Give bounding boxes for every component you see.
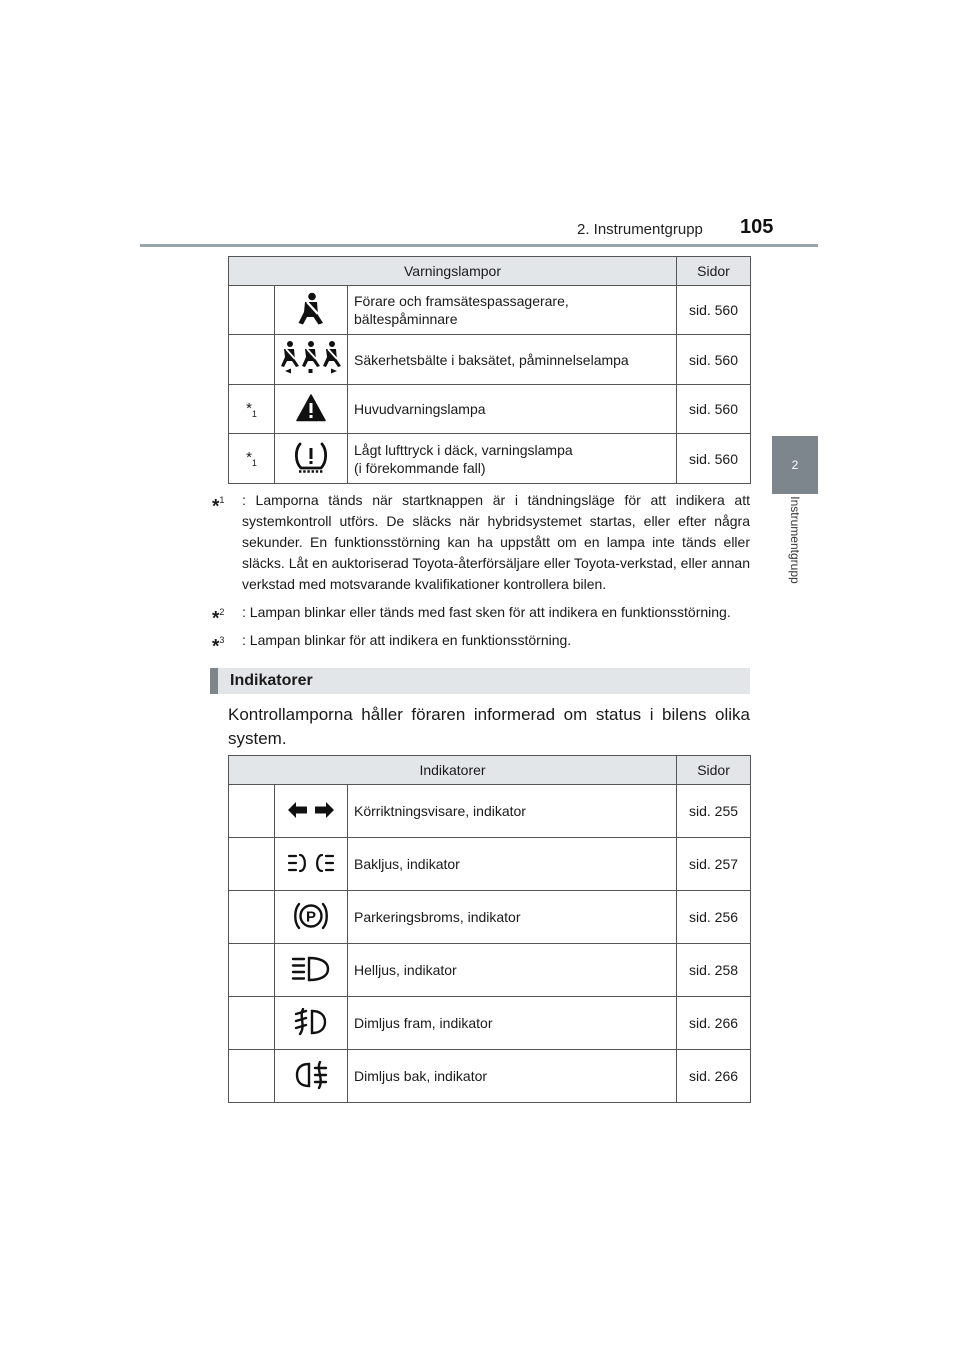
section-title: Indikatorer xyxy=(230,672,313,689)
row-page-ref: sid. 258 xyxy=(677,944,751,997)
row-icon-cell xyxy=(275,1050,348,1103)
row-description: Helljus, indikator xyxy=(348,944,677,997)
row-icon-cell xyxy=(275,785,348,838)
high-beam-icon xyxy=(291,956,331,982)
tire-pressure-warning-icon xyxy=(293,441,329,473)
row-mark xyxy=(229,286,275,335)
table-row xyxy=(229,944,751,997)
front-fog-light-icon xyxy=(294,1008,328,1036)
column-header-lamps: Varningslampor xyxy=(229,257,677,286)
indicator-table xyxy=(228,755,751,1103)
row-page-ref: sid. 257 xyxy=(677,838,751,891)
warning-lamp-table xyxy=(228,256,751,484)
table-row xyxy=(229,997,751,1050)
row-description: Huvudvarningslampa xyxy=(348,385,677,434)
rear-seatbelt-reminder-icon xyxy=(279,340,343,376)
row-icon-cell xyxy=(275,286,348,335)
row-icon-cell xyxy=(275,838,348,891)
turn-signal-icon xyxy=(287,801,335,819)
row-description: Säkerhetsbälte i baksätet, påminnelselampa xyxy=(348,335,677,385)
row-description: Bakljus, indikator xyxy=(348,838,677,891)
row-mark: $*_1$ xyxy=(229,385,275,434)
header-divider xyxy=(140,244,818,247)
table-header-row xyxy=(229,756,751,785)
row-icon-cell xyxy=(275,335,348,385)
footnote: *$^1$ : Lamporna tänds när startknappen är i tändningsläge för att indikera att systemkontroll utförs. De släcks när hybridsystemet startas, eller efter några sekunder. En funktionsstörning kan ha uppstått om en lampa inte tänds eller släcks. Låt en auktoriserad Toyota-återförsäljare eller Toyota-verkstad, eller annan verkstad med motsvarande kvalifikationer kontrollera bilen. xyxy=(212,492,750,592)
row-description: Dimljus fram, indikator xyxy=(348,997,677,1050)
row-description: Förare och framsätespassagerare, bältespåminnare xyxy=(348,286,677,335)
table-row xyxy=(229,434,751,484)
master-warning-icon xyxy=(296,394,326,422)
table-row xyxy=(229,385,751,434)
row-page-ref: sid. 266 xyxy=(677,1050,751,1103)
running-header-section: 2. Instrumentgrupp xyxy=(577,221,703,238)
row-description: Lågt lufttryck i däck, varningslampa (i förekommande fall) xyxy=(348,434,677,484)
row-page-ref: sid. 560 xyxy=(677,434,751,484)
row-page-ref: sid. 560 xyxy=(677,286,751,335)
table-row xyxy=(229,286,751,335)
chapter-label: Instrumentgrupp xyxy=(788,496,802,584)
row-page-ref: sid. 560 xyxy=(677,385,751,434)
row-page-ref: sid. 256 xyxy=(677,891,751,944)
row-mark xyxy=(229,1050,275,1103)
table-row xyxy=(229,1050,751,1103)
svg-text:P: P xyxy=(305,908,317,925)
rear-fog-light-icon xyxy=(294,1061,328,1089)
table-row xyxy=(229,891,751,944)
row-page-ref: sid. 266 xyxy=(677,997,751,1050)
footnotes xyxy=(212,490,750,658)
column-header-pages: Sidor xyxy=(677,257,751,286)
section-intro: Kontrollamporna håller föraren informerad om status i bilens olika system. xyxy=(228,705,750,748)
column-header-indicators: Indikatorer xyxy=(229,756,677,785)
chapter-tab: 2 xyxy=(772,436,818,494)
row-mark xyxy=(229,944,275,997)
section-heading-bar xyxy=(210,668,750,694)
column-header-pages: Sidor xyxy=(677,756,751,785)
row-page-ref: sid. 560 xyxy=(677,335,751,385)
footnote: *$^3$ : Lampan blinkar för att indikera en funktionsstörning. xyxy=(212,632,572,658)
row-mark xyxy=(229,335,275,385)
row-mark xyxy=(229,891,275,944)
row-icon-cell xyxy=(275,434,348,484)
row-icon-cell xyxy=(275,891,348,944)
row-icon-cell xyxy=(275,385,348,434)
parking-brake-icon xyxy=(293,900,329,932)
row-mark xyxy=(229,785,275,838)
row-mark xyxy=(229,838,275,891)
row-mark: $*_1$ xyxy=(229,434,275,484)
row-mark xyxy=(229,997,275,1050)
table-row xyxy=(229,785,751,838)
row-description: Dimljus bak, indikator xyxy=(348,1050,677,1103)
table-row xyxy=(229,838,751,891)
row-description: Parkeringsbroms, indikator xyxy=(348,891,677,944)
row-page-ref: sid. 255 xyxy=(677,785,751,838)
page-number: 105 xyxy=(740,216,774,238)
table-row xyxy=(229,335,751,385)
row-description: Körriktningsvisare, indikator xyxy=(348,785,677,838)
seatbelt-reminder-icon xyxy=(296,292,326,326)
tail-light-icon xyxy=(287,851,335,875)
table-header-row xyxy=(229,257,751,286)
row-icon-cell xyxy=(275,944,348,997)
row-icon-cell xyxy=(275,997,348,1050)
footnote: *$^2$ : Lampan blinkar eller tänds med fast sken för att indikera en funktionsstörning. xyxy=(212,604,731,630)
